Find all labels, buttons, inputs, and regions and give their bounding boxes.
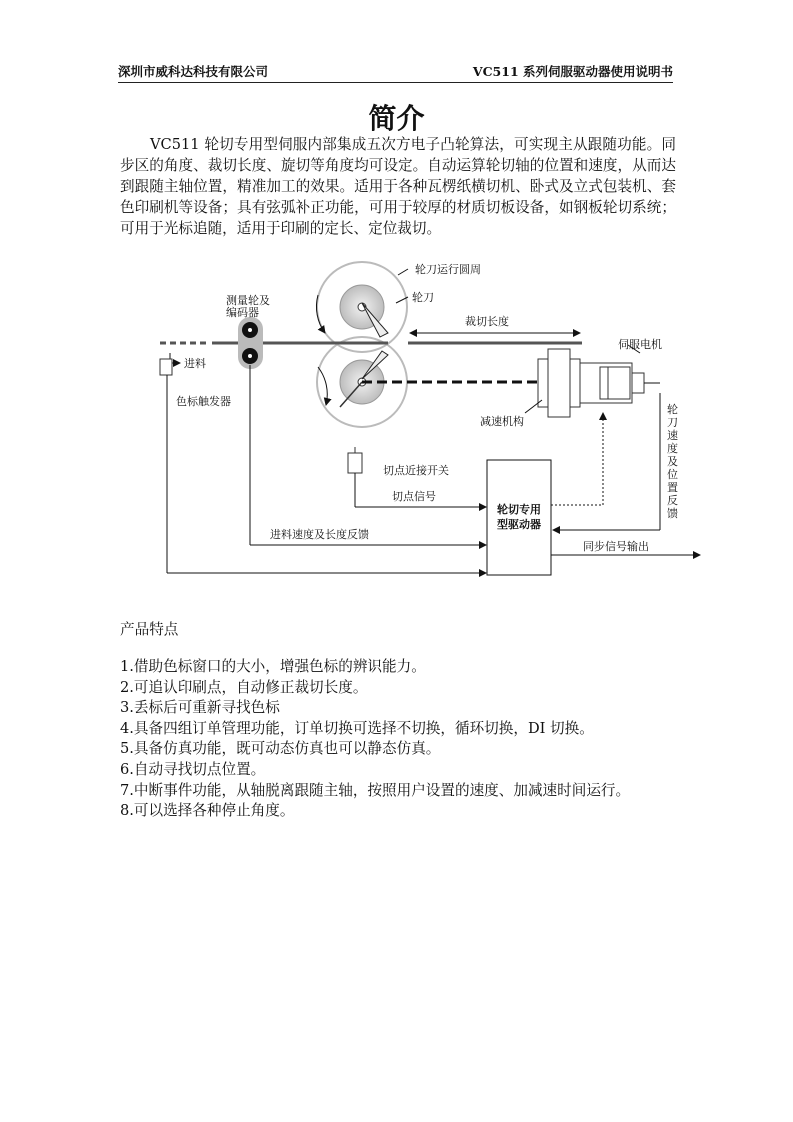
label-feedback-9: 馈 [667,507,678,520]
label-feedback-1: 轮 [667,403,678,416]
label-feedback-4: 度 [667,442,678,455]
features-list [120,657,630,822]
list-item: 6.自动寻找切点位置。 [120,760,266,778]
label-feedback-2: 刀 [667,416,678,429]
label-driver-2: 型驱动器 [497,518,541,531]
company-name: 深圳市威科达科技有限公司 [118,64,269,79]
intro-text: VC511 轮切专用型伺服内部集成五次方电子凸轮算法，可实现主从跟随功能。同步区的角度、裁切长度、旋切等角度均可设定。自动运算轮切轴的位置和速度，从而达到跟随主轴位置，精准加工的效果。适用于各种瓦楞纸横切机、卧式及立式包装机、套色印刷机等设备；具有弦弧补正功能，可用于较厚的材质切板设备，如钢板轮切系统；可用于光标追随，适用于印刷的定长、定位裁切。 [120,136,676,237]
label-knife-circle: 轮刀运行圆周 [415,263,481,276]
list-item: 8.可以选择各种停止角度。 [120,802,295,820]
label-feed-feedback: 进料速度及长度反馈 [270,528,369,541]
label-mark-trigger: 色标触发器 [176,395,231,408]
label-feedback-6: 位 [667,468,678,481]
label-cut-signal: 切点信号 [392,490,436,503]
intro-paragraph [120,134,676,239]
servo-motor [580,363,632,403]
label-feed: 进料 [184,357,206,370]
list-item: 2.可追认印刷点，自动修正裁切长度。 [120,678,368,696]
label-feedback-7: 置 [667,481,678,494]
label-knife: 轮刀 [412,291,434,304]
label-driver-1: 轮切专用 [497,503,541,516]
label-feedback-3: 速 [667,429,678,442]
cut-proximity-switch [348,453,362,473]
label-cut-length: 裁切长度 [465,315,509,328]
section-title: 简介 [368,102,425,135]
label-cut-switch: 切点近接开关 [383,464,449,477]
label-encoder-2: 编码器 [226,306,259,319]
mark-trigger-sensor [160,359,172,375]
label-feedback-5: 及 [667,455,678,468]
document-title: VC511 系列伺服驱动器使用说明书 [472,64,673,79]
system-diagram [140,255,710,585]
label-encoder: 测量轮及 [226,294,270,307]
list-item: 5.具备仿真功能，既可动态仿真也可以静态仿真。 [120,740,441,758]
label-reducer: 减速机构 [480,415,524,428]
list-item: 7.中断事件功能，从轴脱离跟随主轴，按照用户设置的速度、加减速时间运行。 [120,781,631,799]
list-item: 1.借助色标窗口的大小，增强色标的辨识能力。 [120,658,426,675]
label-feedback-8: 反 [667,494,678,507]
features-heading: 产品特点 [120,621,179,638]
label-sync-output: 同步信号输出 [583,540,649,553]
label-servo-motor: 伺服电机 [618,338,662,351]
page-header [118,64,673,83]
list-item: 3.丢标后可重新寻找色标 [120,699,280,717]
list-item: 4.具备四组订单管理功能，订单切换可选择不切换，循环切换，DI 切换。 [120,719,594,737]
